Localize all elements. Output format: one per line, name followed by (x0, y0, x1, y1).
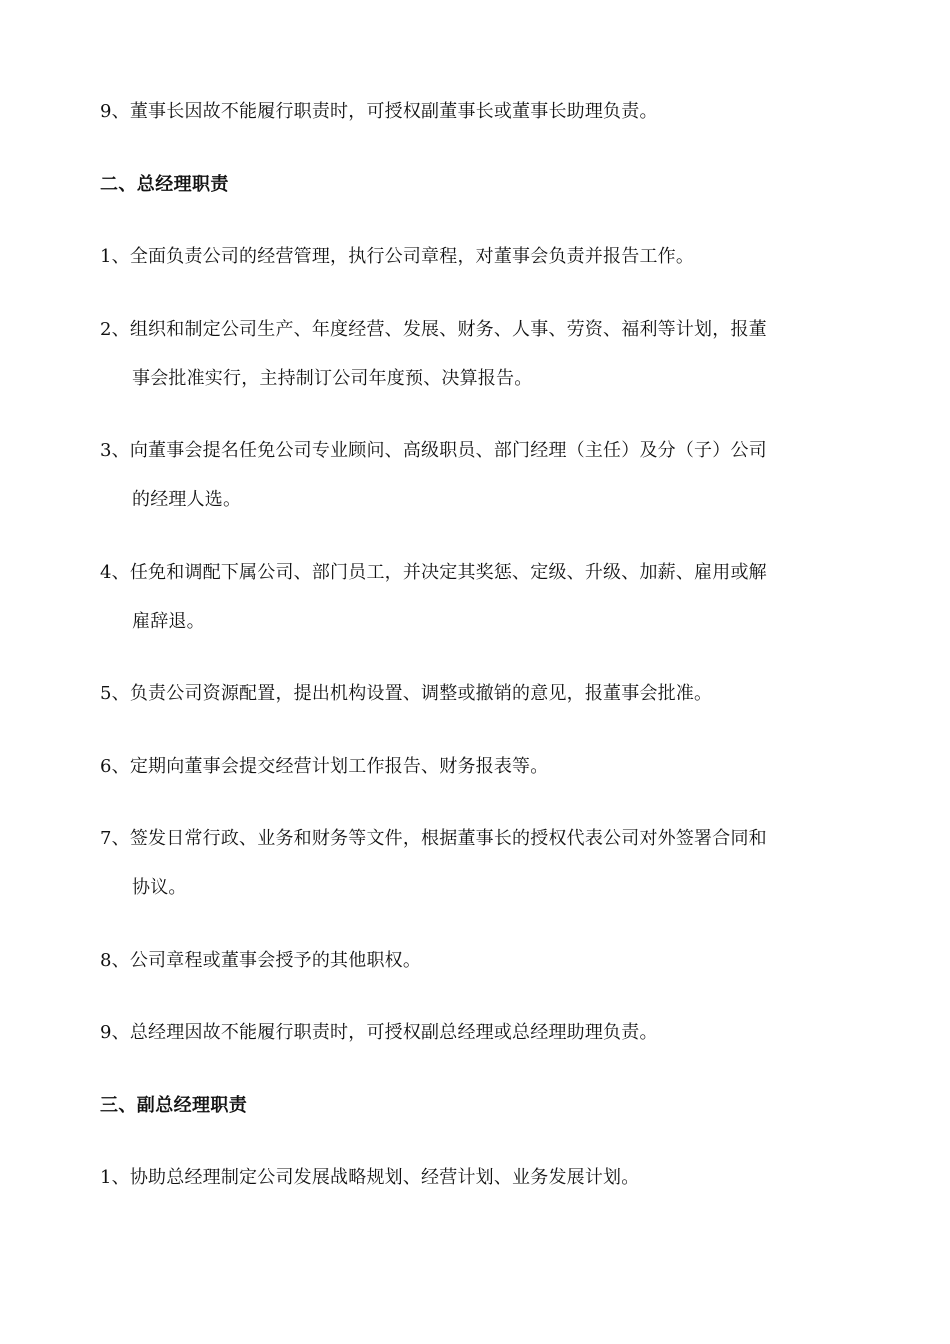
gm-item-4: 4、任免和调配下属公司、部门员工，并决定其奖惩、定级、升级、加薪、雇用或解 (100, 562, 767, 583)
gm-item-2: 2、组织和制定公司生产、年度经营、发展、财务、人事、劳资、福利等计划，报董 (100, 319, 767, 340)
dgm-item-1: 1、协助总经理制定公司发展战略规划、经营计划、业务发展计划。 (100, 1167, 640, 1188)
gm-item-7: 7、签发日常行政、业务和财务等文件，根据董事长的授权代表公司对外签署合同和 (100, 828, 767, 849)
gm-item-4-continuation: 雇辞退。 (132, 611, 205, 632)
gm-item-7-continuation: 协议。 (132, 877, 187, 898)
gm-item-9: 9、总经理因故不能履行职责时，可授权副总经理或总经理助理负责。 (100, 1022, 658, 1043)
section-heading-deputy-general-manager: 三、副总经理职责 (100, 1095, 248, 1116)
gm-item-2-continuation: 事会批准实行，主持制订公司年度预、决算报告。 (132, 368, 533, 389)
gm-item-3: 3、向董事会提名任免公司专业顾问、高级职员、部门经理（主任）及分（子）公司 (100, 440, 767, 461)
gm-item-1: 1、全面负责公司的经营管理，执行公司章程，对董事会负责并报告工作。 (100, 246, 695, 267)
gm-item-6: 6、定期向董事会提交经营计划工作报告、财务报表等。 (100, 756, 549, 777)
gm-item-3-continuation: 的经理人选。 (132, 489, 242, 510)
section-heading-general-manager: 二、总经理职责 (100, 174, 229, 195)
paragraph-item-9-board: 9、董事长因故不能履行职责时，可授权副董事长或董事长助理负责。 (100, 101, 658, 122)
gm-item-5: 5、负责公司资源配置，提出机构设置、调整或撤销的意见，报董事会批准。 (100, 683, 713, 704)
gm-item-8: 8、公司章程或董事会授予的其他职权。 (100, 950, 422, 971)
